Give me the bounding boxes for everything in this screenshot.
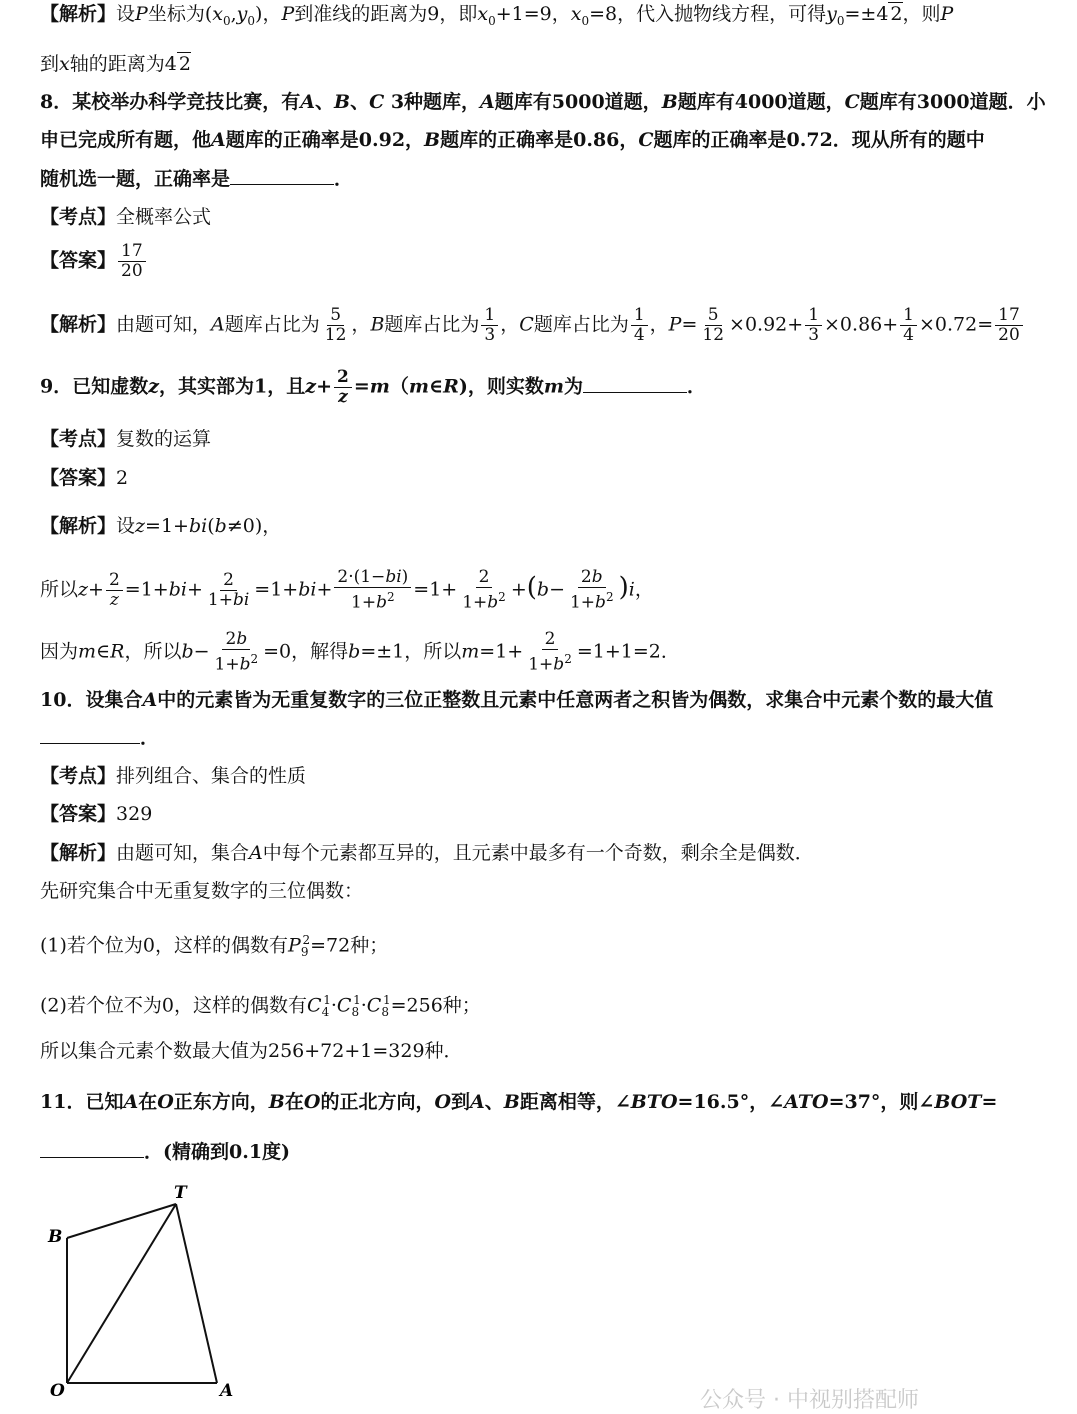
q11-geometry-figure	[40, 1180, 260, 1400]
prev-solution-line-2: 到x轴的距离为4 2	[40, 53, 191, 75]
label-T: T	[174, 1183, 187, 1203]
q9-solution-3: 因为m∈R，所以b− $\frac{2b}{1+b^2}$ =0，解得b=±1，所以m=1+ $\frac{2}{1+b^2}$ =1+1=2．	[40, 629, 680, 675]
q11-answer-blank[interactable]	[40, 1139, 144, 1158]
q8-kaodian: 【考点】全概率公式	[40, 206, 212, 228]
q8-solution: 【解析】由题可知，A题库占比为 $\frac{5}{12}$ ，B题库占比为 $\frac{1}{3}$ ，C题库占比为 $\frac{1}{4}$ ，P= $\frac{5}{12}$ ×0.92+ $\frac{1}{3}$ ×0.86+ $\frac{1}{4}$ ×0.72= $\frac{17}{20}$	[40, 306, 1025, 345]
label-B: B	[48, 1227, 63, 1247]
q8-stem-line-3: 随机选一题，正确率是 ．	[40, 168, 354, 190]
segment-OT	[67, 1204, 176, 1383]
segment-BT	[67, 1204, 176, 1238]
q10-case-1: (1)若个位为0，这样的偶数有$P_9^2=72$种；	[40, 933, 389, 960]
q10-conclusion: 所以集合元素个数最大值为256+72+1=329种．	[40, 1040, 463, 1062]
q9-solution-2: 所以z+ $\frac{2}{z}$ =1+bi+ $\frac{2}{1+bi}$ =1+bi+ $\frac{2\cdot(1-bi)}{1+b^2}$ =1+ $\frac{2}{1+b^2}$ +(b− $\frac{2b}{1+b^2}$ )i，	[40, 567, 654, 613]
q9-solution-1: 【解析】设z=1+bi(b≠0)，	[40, 515, 282, 537]
q10-stem-line-2: ．	[40, 724, 159, 752]
q10-solution-1: 【解析】由题可知，集合A中每个元素都互异的，且元素中最多有一个奇数，剩余全是偶数．	[40, 842, 814, 864]
label-O: O	[50, 1381, 65, 1400]
q9-answer: 【答案】2	[40, 467, 129, 489]
q10-case-2: (2)若个位不为0，这样的偶数有$C_4^1\cdot C_8^1\cdot C_8^1=256$种；	[40, 993, 481, 1020]
prev-solution-line-1: 【解析】设P坐标为$(x_0,y_0)$，P到准线的距离为9，即$x_0+1=9$，$x_0=8$，代入抛物线方程，可得$y_0=\pm 4$ 2，则P	[40, 3, 954, 28]
q11-stem-line-2: ．(精确到0.1度)	[40, 1138, 290, 1166]
q9-stem: 9．已知虚数z，其实部为1，且z+ $\frac{2}{z}$ =m（m∈R)，则实数m为 ．	[40, 367, 706, 407]
q11-stem-line-1: 11．已知A在O正东方向，B在O的正北方向，O到A、B距离相等，∠BTO=16.5°，∠ATO=37°，则∠BOT=	[40, 1091, 998, 1113]
q8-answer: 【答案】 $\frac{17}{20}$	[40, 242, 148, 281]
q8-answer-blank[interactable]	[230, 166, 334, 185]
q8-stem-line-2: 申已完成所有题，他A题库的正确率是0.92，B题库的正确率是0.86，C题库的正确率是0.72．现从所有的题中	[40, 129, 985, 151]
label-A: A	[220, 1381, 234, 1400]
q10-kaodian: 【考点】排列组合、集合的性质	[40, 765, 307, 787]
segment-TA	[176, 1204, 217, 1383]
q10-answer-blank[interactable]	[40, 725, 140, 744]
q8-stem-line-1: 8．某校举办科学竞技比赛，有A、B、C 3种题库，A题库有5000道题，B题库有4000道题，C题库有3000道题．小	[40, 91, 1046, 113]
q10-answer: 【答案】329	[40, 803, 153, 825]
q10-solution-2: 先研究集合中无重复数字的三位偶数：	[40, 880, 364, 902]
watermark: 公众号 · 中视别搭配师	[700, 1388, 919, 1413]
q9-answer-blank[interactable]	[583, 374, 687, 393]
q10-stem-line-1: 10．设集合A中的元素皆为无重复数字的三位正整数且元素中任意两者之积皆为偶数，求集合中元素个数的最大值	[40, 689, 994, 711]
q9-kaodian: 【考点】复数的运算	[40, 428, 212, 450]
